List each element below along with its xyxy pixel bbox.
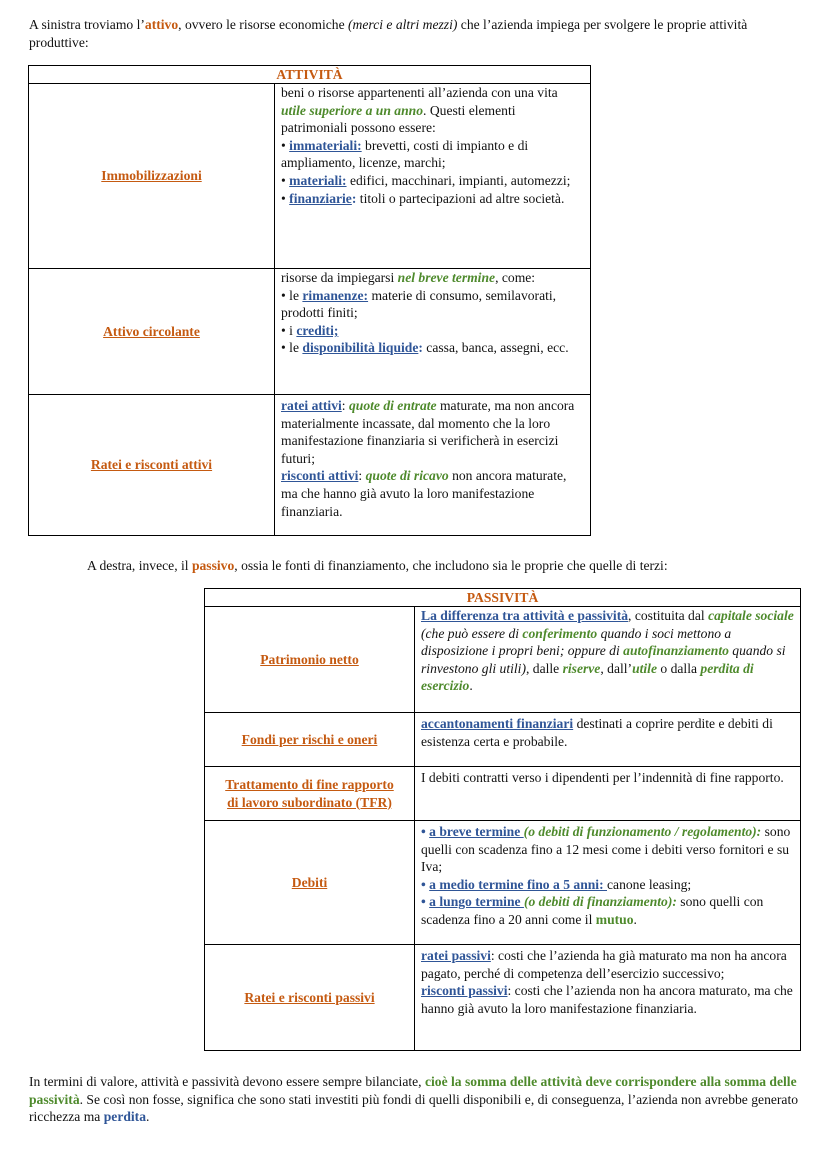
row-label-ratei-risconti-attivi: Ratei e risconti attivi <box>29 395 275 536</box>
row-label-tfr: Trattamento di fine rapporto di lavoro subordinato (TFR) <box>205 767 415 821</box>
row-content-immobilizzazioni: beni o risorse appartenenti all’azienda con una vita utile superiore a un anno. Questi elementi patrimoniali possono essere: • immateriali: brevetti, costi di impianto e di ampliamento, licenze, marchi; • materiali: edifici, macchinari, impianti, automezzi; • finanziarie: titoli o partecipazioni ad altre società. <box>275 84 591 269</box>
row-content-debiti: • a breve termine (o debiti di funzionamento / regolamento): sono quelli con scadenza fino a 12 mesi come i debiti verso fornitori e su Iva; • a medio termine fino a 5 anni: canone leasing; • a lungo termine (o debiti di finanziamento): sono quelli con scadenza fino a 20 anni come il mutuo. <box>415 821 801 945</box>
table-row <box>29 395 591 536</box>
table-row <box>205 821 801 945</box>
table-row <box>205 713 801 767</box>
row-content-fondi: accantonamenti finanziari destinati a coprire perdite e debiti di esistenza certa e probabile. <box>415 713 801 767</box>
intro2-paragraph: A destra, invece, il passivo, ossia le fonti di finanziamento, che includono sia le proprie che quelle di terzi: <box>87 558 668 573</box>
table-row <box>205 607 801 713</box>
row-label-debiti: Debiti <box>205 821 415 945</box>
attivita-table <box>28 65 591 536</box>
table-row <box>29 269 591 395</box>
row-label-fondi: Fondi per rischi e oneri <box>205 713 415 767</box>
term-attivo: attivo <box>144 17 179 32</box>
intro-paragraph: A sinistra troviamo l’attivo, ovvero le risorse economiche (merci e altri mezzi) che l’azienda impiega per svolgere le proprie attività produttive: <box>29 17 748 50</box>
table-row <box>29 84 591 269</box>
row-content-ratei-risconti-attivi: ratei attivi: quote di entrate maturate, ma non ancora materialmente incassate, dal momento che la loro manifestazione finanziaria si verificherà in esercizi futuri; risconti attivi: quote di ricavo non ancora maturate, ma che hanno già avuto la loro manifestazione finanziaria. <box>275 395 591 536</box>
outro-paragraph: In termini di valore, attività e passività devono essere sempre bilanciate, cioè la somma delle attività deve corrispondere alla somma delle passività. Se così non fosse, significa che sono stati investiti più fondi di quelli disponibili e, di conseguenza, l’azienda non avrebbe generato ricchezza ma perdita. <box>29 1074 799 1125</box>
row-label-immobilizzazioni: Immobilizzazioni <box>29 84 275 269</box>
row-content-attivo-circolante: risorse da impiegarsi nel breve termine, come: • le rimanenze: materie di consumo, semilavorati, prodotti finiti; • i crediti; • le disponibilità liquide: cassa, banca, assegni, ecc. <box>275 269 591 395</box>
row-label-attivo-circolante: Attivo circolante <box>29 269 275 395</box>
table-row <box>205 767 801 821</box>
row-content-tfr: I debiti contratti verso i dipendenti per l’indennità di fine rapporto. <box>415 767 801 821</box>
table-row <box>205 945 801 1051</box>
row-content-patrimonio-netto: La differenza tra attività e passività, costituita dal capitale sociale (che può essere di conferimento quando i soci mettono a disposizione i propri beni; oppure di autofinanziamento quando si rinvestono gli utili), dalle riserve, dall’utile o dalla perdita di esercizio. <box>415 607 801 713</box>
passivita-table <box>204 588 801 1051</box>
attivita-header: ATTIVITÀ <box>29 66 591 84</box>
row-content-ratei-risconti-passivi: ratei passivi: costi che l’azienda ha già maturato ma non ha ancora pagato, perché di competenza dell’esercizio successivo; risconti passivi: costi che l’azienda non ha ancora maturato, ma che hanno già avuto la loro manifestazione finanziaria. <box>415 945 801 1051</box>
row-label-patrimonio-netto: Patrimonio netto <box>205 607 415 713</box>
row-label-ratei-risconti-passivi: Ratei e risconti passivi <box>205 945 415 1051</box>
term-passivo: passivo <box>191 558 235 573</box>
passivita-header: PASSIVITÀ <box>205 589 801 607</box>
